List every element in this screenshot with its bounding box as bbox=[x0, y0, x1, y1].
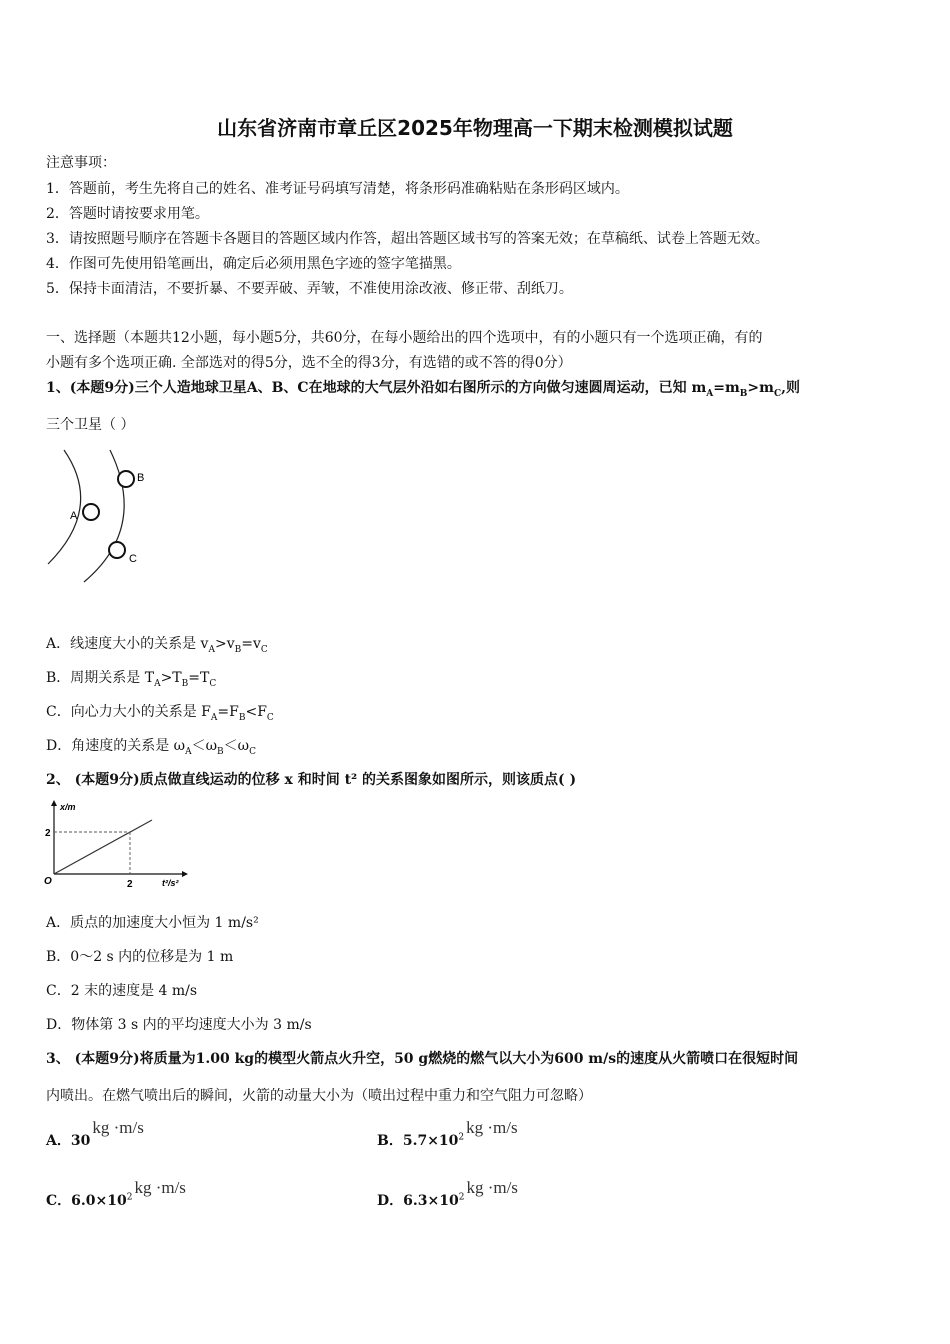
satellite-c bbox=[109, 542, 125, 558]
q3-option-a[interactable]: A．30kg ·m/s bbox=[46, 1118, 144, 1149]
notice-item: 1．答题前，考生先将自己的姓名、准考证号码填写清楚，将条形码准确粘贴在条形码区域内。 bbox=[46, 181, 629, 197]
data-line bbox=[54, 820, 152, 874]
displacement-time-graph bbox=[42, 798, 192, 890]
notice-item: 2．答题时请按要求用笔。 bbox=[46, 206, 209, 222]
page-title: 山东省济南市章丘区2025年物理高一下期末检测模拟试题 bbox=[217, 116, 733, 140]
q1-option-c[interactable]: C．向心力大小的关系是 $F_A=F_B<F_C$ bbox=[46, 704, 274, 723]
q3-stem-2: 内喷出。在燃气喷出后的瞬间，火箭的动量大小为（喷出过程中重力和空气阻力可忽略） bbox=[46, 1088, 592, 1104]
q1-option-a[interactable]: A．线速度大小的关系是 $v_A>v_B=v_C$ bbox=[46, 636, 268, 655]
q1-option-b[interactable]: B．周期关系是 $T_A>T_B=T_C$ bbox=[46, 670, 217, 689]
section-instruction: 一、选择题（本题共12小题，每小题5分，共60分，在每小题给出的四个选项中，有的小题只有一个选项正确，有的 bbox=[46, 330, 763, 346]
q2-stem: 2、 (本题9分)质点做直线运动的位移 x 和时间 t² 的关系图象如图所示，则该质点( ) bbox=[46, 772, 577, 788]
label-a: A bbox=[70, 510, 78, 522]
satellite-b bbox=[118, 471, 134, 487]
q1-stem: 1、(本题9分)三个人造地球卫星A、B、C在地球的大气层外沿如右图所示的方向做匀速圆周运动，已知 $m_A=m_B>m_C$,则 bbox=[46, 380, 800, 399]
q3-stem: 3、 (本题9分)将质量为1.00 kg的模型火箭点火升空，50 g燃烧的燃气以大小为600 m/s的速度从火箭喷口在很短时间 bbox=[46, 1051, 799, 1067]
x-axis-label: t²/s² bbox=[162, 878, 179, 888]
satellite-a bbox=[83, 504, 99, 520]
q2-option-d[interactable]: D．物体第 3 s 内的平均速度大小为 3 m/s bbox=[46, 1017, 312, 1033]
y-tick-label: 2 bbox=[45, 828, 51, 839]
notice-item: 5．保持卡面清洁，不要折暴、不要弄破、弄皱，不准使用涂改液、修正带、刮纸刀。 bbox=[46, 281, 573, 297]
q1-option-d[interactable]: D．角速度的关系是 $\omega_A<\omega_B<\omega_C$ bbox=[46, 738, 256, 757]
section-instruction: 小题有多个选项正确. 全部选对的得5分，选不全的得3分，有选错的或不答的得0分） bbox=[46, 355, 572, 371]
notice-item: 4．作图可先使用铅笔画出，确定后必须用黑色字迹的签字笔描黑。 bbox=[46, 256, 461, 272]
q2-option-a[interactable]: A．质点的加速度大小恒为 1 m/s² bbox=[46, 915, 259, 931]
x-axis-arrow bbox=[182, 871, 188, 877]
q3-option-d[interactable]: D．$6.3\times 10^2kg \cdot m/s$ bbox=[377, 1178, 518, 1209]
x-tick-label: 2 bbox=[127, 879, 133, 890]
y-axis-label: x/m bbox=[60, 802, 76, 812]
satellite-orbit-diagram bbox=[44, 448, 164, 588]
y-axis-arrow bbox=[51, 800, 57, 806]
label-b: B bbox=[137, 472, 145, 484]
notice-item: 3．请按照题号顺序在答题卡各题目的答题区域内作答，超出答题区域书写的答案无效；在草稿纸、试卷上答题无效。 bbox=[46, 231, 769, 247]
q1-stem-2: 三个卫星（ ） bbox=[46, 417, 135, 433]
q3-option-b[interactable]: B．$5.7\times 10^2kg \cdot m/s$ bbox=[377, 1118, 518, 1149]
q3-option-c[interactable]: C．$6.0\times 10^2kg \cdot m/s$ bbox=[46, 1178, 186, 1209]
q2-option-c[interactable]: C．2 末的速度是 4 m/s bbox=[46, 983, 198, 999]
notice-heading: 注意事项： bbox=[46, 155, 116, 171]
origin-label: O bbox=[44, 876, 52, 887]
inner-orbit bbox=[48, 450, 81, 564]
label-c: C bbox=[129, 553, 137, 565]
q2-option-b[interactable]: B．0～2 s 内的位移是为 1 m bbox=[46, 949, 234, 965]
